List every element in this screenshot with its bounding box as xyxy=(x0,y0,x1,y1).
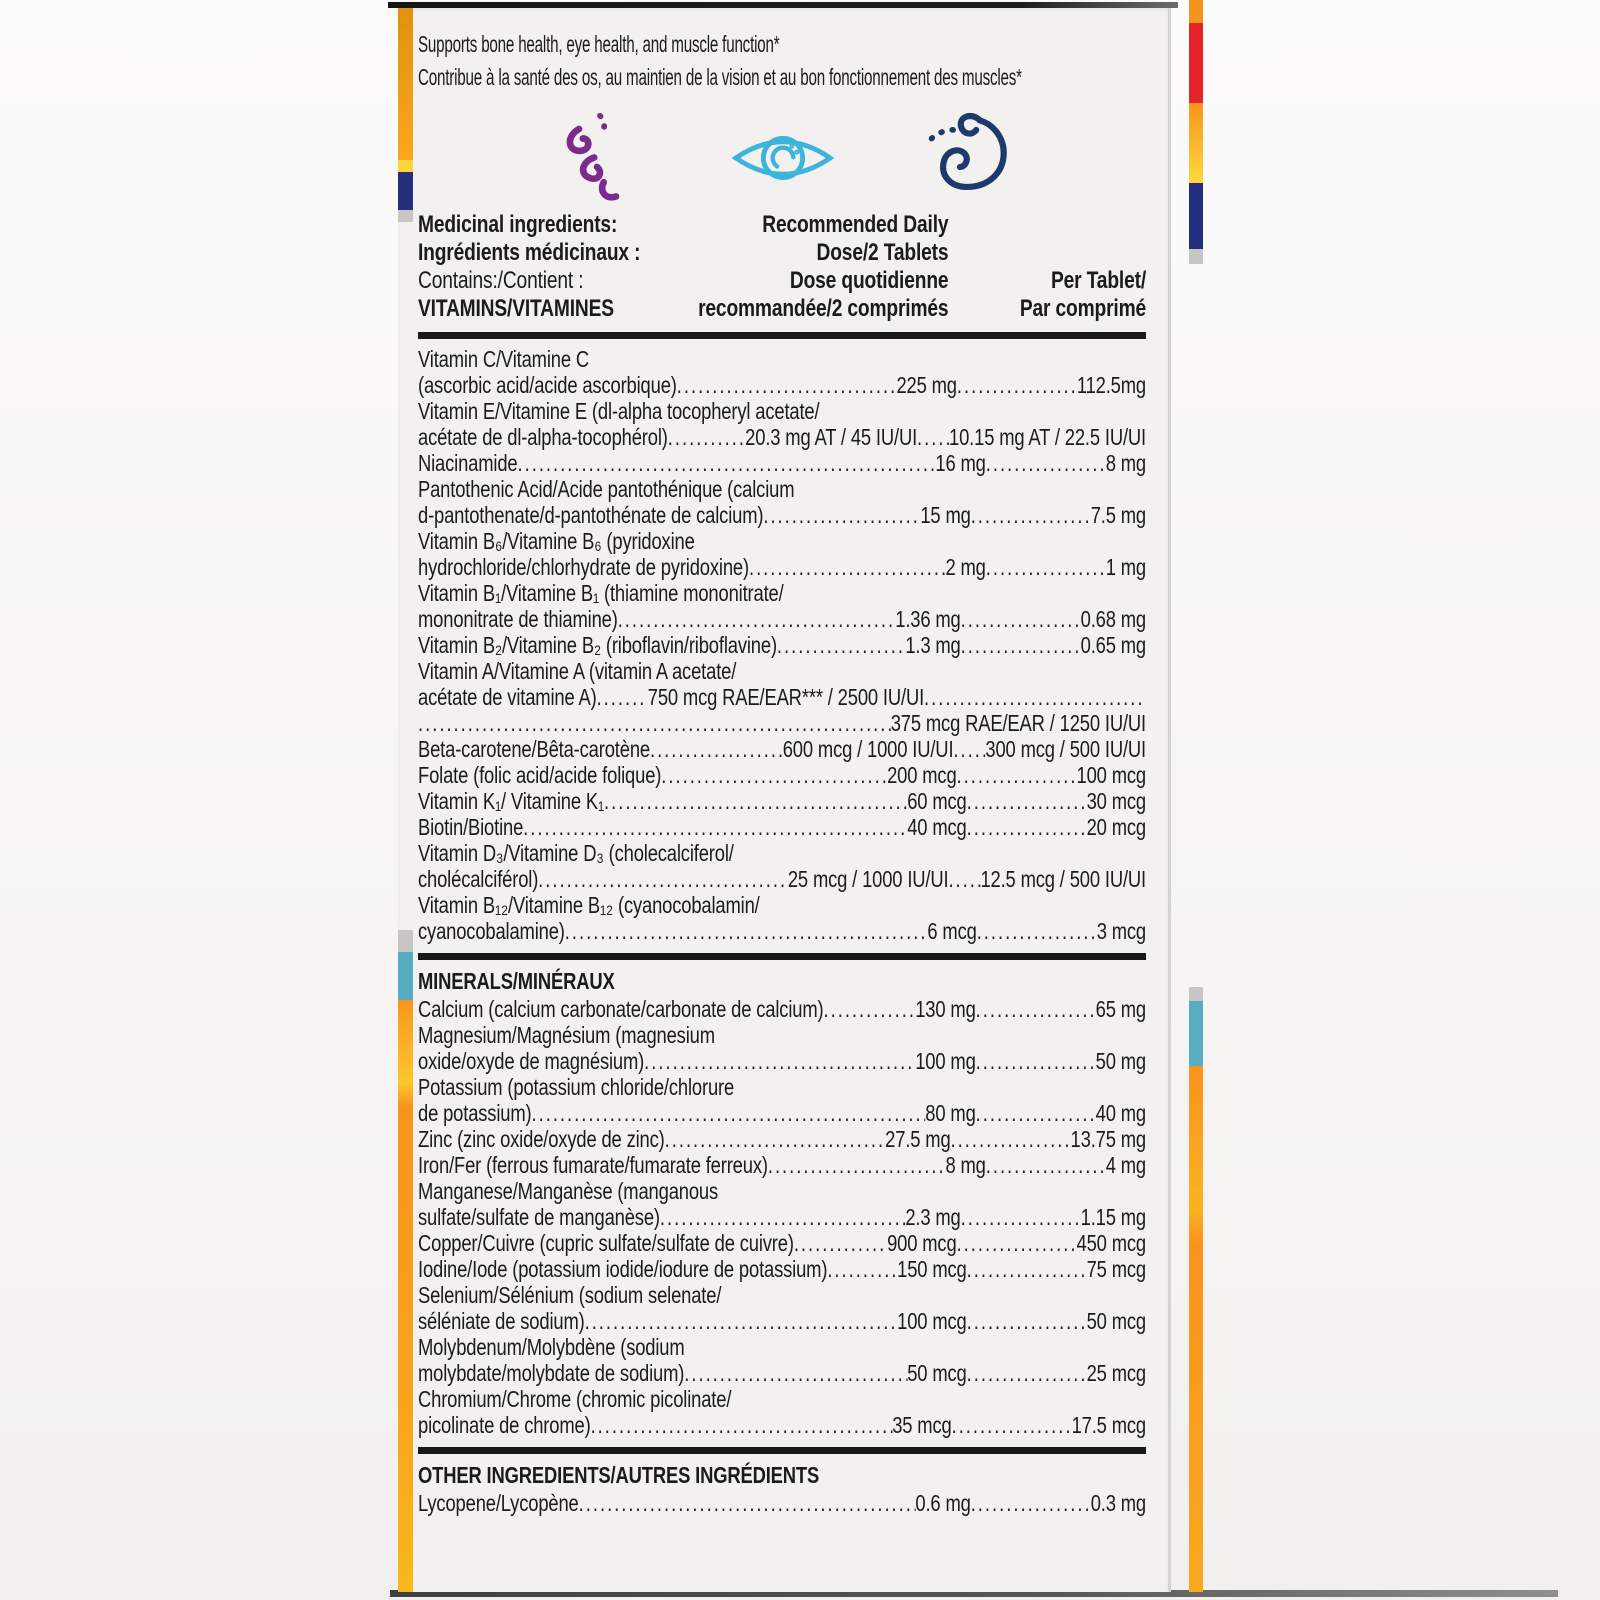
eye-icon xyxy=(729,122,837,194)
ingredient-row xyxy=(418,814,1146,840)
header-per-tablet-line1: Per Tablet/ xyxy=(1051,267,1146,294)
dot-leader xyxy=(597,684,648,710)
per-tablet-value: 112.5mg xyxy=(1076,372,1146,398)
ingredient-value-line xyxy=(418,1204,1146,1230)
dot-leader xyxy=(948,866,980,892)
ingredient-name-continued: Biotin/Biotine xyxy=(418,814,524,840)
ingredient-name-continued: Vitamin K₁/ Vitamine K₁ xyxy=(418,788,605,814)
dot-leader xyxy=(976,1048,1096,1074)
dot-leader xyxy=(952,1412,1072,1438)
header-daily-dose-column xyxy=(694,211,948,323)
ingredient-name: Vitamin B₆/Vitamine B₆ (pyridoxine xyxy=(418,528,695,554)
daily-dose-value: 15 mg xyxy=(920,502,971,528)
ingredient-name-continued: Iron/Fer (ferrous fumarate/fumarate ferreux) xyxy=(418,1152,768,1178)
daily-dose-value: 6 mcg xyxy=(927,918,977,944)
dot-leader xyxy=(951,1126,1071,1152)
dot-leader xyxy=(957,1230,1077,1256)
daily-dose-value: 150 mcg xyxy=(897,1256,967,1282)
packaging-stripe-right xyxy=(1189,0,1203,1592)
dot-leader xyxy=(971,502,1091,528)
ingredient-row xyxy=(418,736,1146,762)
per-tablet-value: 8 mg xyxy=(1105,450,1146,476)
dot-leader xyxy=(986,450,1106,476)
daily-dose-value: 750 mcg RAE/EAR*** / 2500 IU/UI xyxy=(647,684,925,710)
dot-leader xyxy=(531,1100,925,1126)
header-ingredients-column xyxy=(418,211,694,323)
daily-dose-value: 80 mg xyxy=(925,1100,976,1126)
ingredient-name-continued: Zinc (zinc oxide/oxyde de zinc) xyxy=(418,1126,665,1152)
per-tablet-value: 20 mcg xyxy=(1086,814,1146,840)
per-tablet-value: 100 mcg xyxy=(1076,762,1146,788)
daily-dose-value: 130 mg xyxy=(915,996,976,1022)
dot-leader xyxy=(763,502,920,528)
dot-leader xyxy=(977,918,1097,944)
stripe-color-segment xyxy=(1189,1001,1203,1066)
minerals-section-title: MINERALS/MINÉRAUX xyxy=(418,968,615,994)
ingredient-name-continued: molybdate/molybdate de sodium) xyxy=(418,1360,685,1386)
ingredient-name: Pantothenic Acid/Acide pantothénique (calcium xyxy=(418,476,795,502)
other-ingredients-section xyxy=(418,1490,1146,1516)
ingredient-row xyxy=(418,1178,1146,1230)
dot-leader xyxy=(418,710,891,736)
ingredient-name-continued: acétate de dl-alpha-tocophérol) xyxy=(418,424,668,450)
daily-dose-value: 600 mcg / 1000 IU/UI xyxy=(782,736,954,762)
ingredient-row xyxy=(418,1230,1146,1256)
header-medicinal-fr: Ingrédients médicinaux : xyxy=(418,239,641,266)
dot-leader xyxy=(665,1126,886,1152)
dot-leader xyxy=(957,762,1077,788)
ingredient-row xyxy=(418,450,1146,476)
ingredient-row xyxy=(418,580,1146,632)
ingredient-name: Vitamin B₁₂/Vitamine B₁₂ (cyanocobalamin/ xyxy=(418,892,760,918)
dot-leader xyxy=(967,1308,1087,1334)
daily-dose-value: 40 mcg xyxy=(907,814,967,840)
daily-dose-value: 16 mg xyxy=(935,450,986,476)
dot-leader xyxy=(794,1230,887,1256)
header-vitamins-title: VITAMINS/VITAMINES xyxy=(418,295,614,322)
dot-leader xyxy=(953,736,985,762)
dot-leader xyxy=(957,372,1077,398)
stripe-color-segment xyxy=(398,160,413,172)
per-tablet-value: 17.5 mcg xyxy=(1071,1412,1146,1438)
per-tablet-value: 12.5 mcg / 500 IU/UI xyxy=(980,866,1146,892)
ingredient-name-continued: Copper/Cuivre (cupric sulfate/sulfate de cuivre) xyxy=(418,1230,794,1256)
ingredient-value-line xyxy=(418,762,1146,788)
ingredient-name: Vitamin B₁/Vitamine B₁ (thiamine mononitrate/ xyxy=(418,580,784,606)
ingredient-row xyxy=(418,892,1146,944)
ingredient-name-continued: Niacinamide xyxy=(418,450,518,476)
ingredient-value-line xyxy=(418,1256,1146,1282)
ingredient-name-continued: cyanocobalamine) xyxy=(418,918,565,944)
dot-leader xyxy=(976,996,1096,1022)
ingredient-value-line xyxy=(418,554,1146,580)
header-dose-line3: Dose quotidienne xyxy=(789,267,949,294)
header-per-tablet-line2: Par comprimé xyxy=(1019,295,1146,322)
stripe-color-segment xyxy=(1189,183,1203,249)
per-tablet-value: 0.68 mg xyxy=(1080,606,1146,632)
daily-dose-value: 35 mcg xyxy=(892,1412,952,1438)
stripe-color-segment xyxy=(398,210,413,222)
ingredient-row xyxy=(418,1022,1146,1074)
minerals-section xyxy=(418,996,1146,1438)
per-tablet-value: 7.5 mg xyxy=(1090,502,1146,528)
ingredient-name-continued: séléniate de sodium) xyxy=(418,1308,585,1334)
stripe-color-segment xyxy=(398,930,413,952)
ingredient-row xyxy=(418,840,1146,892)
per-tablet-value: 75 mcg xyxy=(1086,1256,1146,1282)
stripe-color-segment xyxy=(1189,987,1203,1001)
ingredient-value-line xyxy=(418,632,1146,658)
ingredient-name: Vitamin C/Vitamine C xyxy=(418,346,589,372)
ingredient-row xyxy=(418,762,1146,788)
dot-leader xyxy=(823,996,915,1022)
dot-leader xyxy=(668,424,745,450)
per-tablet-value: 50 mg xyxy=(1095,1048,1146,1074)
per-tablet-value: 1.15 mg xyxy=(1080,1204,1146,1230)
stripe-color-segment xyxy=(1189,103,1203,183)
dot-leader xyxy=(538,866,788,892)
per-tablet-value: 1 mg xyxy=(1105,554,1146,580)
ingredient-row xyxy=(418,398,1146,450)
claim-text-fr: Contribue à la santé des os, au maintien de la vision et au bon fonctionnement des muscles* xyxy=(418,64,1022,90)
daily-dose-value: 100 mg xyxy=(915,1048,976,1074)
dot-leader xyxy=(604,788,907,814)
ingredient-name: Potassium (potassium chloride/chlorure xyxy=(418,1074,735,1100)
ingredient-row xyxy=(418,1074,1146,1126)
header-dose-line1: Recommended Daily xyxy=(762,211,949,238)
vitamins-section xyxy=(418,346,1146,944)
ingredient-name: Vitamin E/Vitamine E (dl-alpha tocopheryl acetate/ xyxy=(418,398,820,424)
per-tablet-value: 4 mg xyxy=(1105,1152,1146,1178)
ingredient-row xyxy=(418,996,1146,1022)
dot-leader xyxy=(644,1048,915,1074)
dot-leader xyxy=(986,1152,1106,1178)
ingredient-row xyxy=(418,1126,1146,1152)
per-tablet-value: 30 mcg xyxy=(1086,788,1146,814)
section-divider xyxy=(418,332,1146,339)
ingredient-row xyxy=(418,346,1146,398)
daily-dose-value: 25 mcg / 1000 IU/UI xyxy=(787,866,949,892)
per-tablet-value: 0.3 mg xyxy=(1090,1490,1146,1516)
ingredient-value-line xyxy=(418,1412,1146,1438)
ingredient-value-line xyxy=(418,1230,1146,1256)
ingredient-name: Magnesium/Magnésium (magnesium xyxy=(418,1022,715,1048)
section-divider xyxy=(418,1447,1146,1454)
dot-leader xyxy=(917,424,949,450)
dot-leader xyxy=(661,762,887,788)
ingredient-value-line xyxy=(418,684,1146,710)
bone-joint-icon xyxy=(550,110,646,205)
ingredient-value-line xyxy=(418,1360,1146,1386)
per-tablet-value: 3 mcg xyxy=(1096,918,1146,944)
ingredient-value-line xyxy=(418,1126,1146,1152)
daily-dose-value: 2.3 mg xyxy=(905,1204,961,1230)
ingredient-value-line xyxy=(418,1100,1146,1126)
daily-dose-value: 20.3 mg AT / 45 IU/UI xyxy=(745,424,918,450)
ingredient-name-continued: Calcium (calcium carbonate/carbonate de calcium) xyxy=(418,996,824,1022)
per-tablet-value: 300 mcg / 500 IU/UI xyxy=(985,736,1146,762)
ingredient-value-line xyxy=(418,996,1146,1022)
ingredient-row xyxy=(418,528,1146,580)
ingredient-name: Chromium/Chrome (chromic picolinate/ xyxy=(418,1386,732,1412)
per-tablet-value: 25 mcg xyxy=(1086,1360,1146,1386)
ingredient-name-continued: Lycopene/Lycopène xyxy=(418,1490,579,1516)
daily-dose-value: 0.6 mg xyxy=(915,1490,971,1516)
dot-leader xyxy=(677,372,897,398)
ingredient-value-line xyxy=(418,866,1146,892)
ingredient-name: Selenium/Sélénium (sodium selenate/ xyxy=(418,1282,722,1308)
ingredient-name-continued: mononitrate de thiamine) xyxy=(418,606,618,632)
ingredient-overflow-line xyxy=(418,710,1146,736)
ingredient-name-continued: hydrochloride/chlorhydrate de pyridoxine) xyxy=(418,554,749,580)
supplement-facts-table xyxy=(418,211,1146,1516)
stripe-color-segment xyxy=(398,8,413,160)
dot-leader xyxy=(684,1360,907,1386)
per-tablet-value: 10.15 mg AT / 22.5 IU/UI xyxy=(949,424,1146,450)
daily-dose-value: 200 mcg xyxy=(887,762,957,788)
ingredient-row xyxy=(418,1334,1146,1386)
dot-leader xyxy=(961,606,1081,632)
ingredient-value-line xyxy=(418,606,1146,632)
stripe-color-segment xyxy=(398,952,413,1000)
dot-leader xyxy=(585,1308,898,1334)
ingredient-name-continued: de potassium) xyxy=(418,1100,532,1126)
stripe-color-segment xyxy=(1189,1066,1203,1592)
per-tablet-value: 375 mcg RAE/EAR / 1250 IU/UI xyxy=(890,710,1146,736)
ingredient-value-line xyxy=(418,918,1146,944)
daily-dose-value: 60 mcg xyxy=(907,788,967,814)
ingredient-name-continued: picolinate de chrome) xyxy=(418,1412,591,1438)
dot-leader xyxy=(517,450,935,476)
dot-leader xyxy=(523,814,907,840)
ingredient-value-line xyxy=(418,502,1146,528)
ingredient-row xyxy=(418,476,1146,528)
ingredient-row xyxy=(418,658,1146,736)
stripe-color-segment xyxy=(398,172,413,210)
per-tablet-value: 13.75 mg xyxy=(1070,1126,1146,1152)
daily-dose-value: 900 mcg xyxy=(887,1230,957,1256)
ingredient-name-continued: acétate de vitamine A) xyxy=(418,684,597,710)
ingredient-value-line xyxy=(418,1152,1146,1178)
claim-text-en: Supports bone health, eye health, and muscle function* xyxy=(418,31,780,57)
dot-leader xyxy=(749,554,945,580)
other-ingredients-title: OTHER INGREDIENTS/AUTRES INGRÉDIENTS xyxy=(418,1462,820,1488)
per-tablet-value: 40 mg xyxy=(1095,1100,1146,1126)
ingredient-row xyxy=(418,1386,1146,1438)
dot-leader xyxy=(579,1490,916,1516)
ingredient-value-line xyxy=(418,788,1146,814)
ingredient-name-continued: Beta-carotene/Bêta-carotène xyxy=(418,736,650,762)
dot-leader xyxy=(660,1204,905,1230)
ingredient-value-line xyxy=(418,1490,1146,1516)
ingredient-name-continued: cholécalciférol) xyxy=(418,866,539,892)
dot-leader xyxy=(924,684,1146,710)
dot-leader xyxy=(967,788,1087,814)
stripe-color-segment xyxy=(1189,23,1203,103)
ingredient-row xyxy=(418,1282,1146,1334)
section-divider xyxy=(418,953,1146,960)
dot-leader xyxy=(777,632,905,658)
ingredient-name-continued: Folate (folic acid/acide folique) xyxy=(418,762,662,788)
daily-dose-value: 50 mcg xyxy=(907,1360,967,1386)
ingredient-value-line xyxy=(418,814,1146,840)
daily-dose-value: 225 mg xyxy=(896,372,957,398)
daily-dose-value: 100 mcg xyxy=(897,1308,967,1334)
dot-leader xyxy=(971,1490,1091,1516)
stripe-color-segment xyxy=(1189,0,1203,23)
dot-leader xyxy=(565,918,928,944)
benefit-icons-row xyxy=(550,110,1020,205)
header-contains: Contains:/Contient : xyxy=(418,267,584,294)
header-per-tablet-column xyxy=(948,267,1146,323)
dot-leader xyxy=(650,736,783,762)
dot-leader xyxy=(961,1204,1081,1230)
ingredient-name: Vitamin A/Vitamine A (vitamin A acetate/ xyxy=(418,658,737,684)
ingredient-row xyxy=(418,632,1146,658)
ingredient-value-line xyxy=(418,372,1146,398)
stripe-color-segment xyxy=(398,1000,413,1592)
ingredient-row xyxy=(418,788,1146,814)
ingredient-name: Manganese/Manganèse (manganous xyxy=(418,1178,719,1204)
ingredient-name-continued: oxide/oxyde de magnésium) xyxy=(418,1048,645,1074)
packaging-stripe-left xyxy=(398,8,413,1592)
stripe-color-segment xyxy=(1189,249,1203,264)
ingredient-name: Molybdenum/Molybdène (sodium xyxy=(418,1334,685,1360)
dot-leader xyxy=(768,1152,946,1178)
dot-leader xyxy=(591,1412,893,1438)
per-tablet-value: 450 mcg xyxy=(1076,1230,1146,1256)
ingredient-row xyxy=(418,1256,1146,1282)
ingredient-name-continued: sulfate/sulfate de manganèse) xyxy=(418,1204,660,1230)
dot-leader xyxy=(976,1100,1096,1126)
ingredient-row xyxy=(418,1490,1146,1516)
ingredient-value-line xyxy=(418,1048,1146,1074)
label-panel xyxy=(398,8,1171,1592)
table-header xyxy=(418,211,1146,323)
ingredient-name-continued: Iodine/Iode (potassium iodide/iodure de potassium) xyxy=(418,1256,828,1282)
header-medicinal-en: Medicinal ingredients: xyxy=(418,211,618,238)
header-dose-line2: Dose/2 Tablets xyxy=(816,239,949,266)
per-tablet-value: 65 mg xyxy=(1095,996,1146,1022)
ingredient-value-line xyxy=(418,736,1146,762)
daily-dose-value: 2 mg xyxy=(945,554,986,580)
daily-dose-value: 27.5 mg xyxy=(885,1126,951,1152)
dot-leader xyxy=(618,606,896,632)
ingredient-row xyxy=(418,1152,1146,1178)
ingredient-value-line xyxy=(418,424,1146,450)
dot-leader xyxy=(961,632,1081,658)
dot-leader xyxy=(827,1256,897,1282)
dot-leader xyxy=(967,814,1087,840)
claims-block xyxy=(418,28,1144,94)
ingredient-value-line xyxy=(418,1308,1146,1334)
header-dose-line4: recommandée/2 comprimés xyxy=(698,295,949,322)
daily-dose-value: 1.3 mg xyxy=(905,632,961,658)
dot-leader xyxy=(986,554,1106,580)
per-tablet-value: 50 mcg xyxy=(1086,1308,1146,1334)
per-tablet-value: 0.65 mg xyxy=(1080,632,1146,658)
ingredient-name-continued: d-pantothenate/d-pantothénate de calcium) xyxy=(418,502,764,528)
daily-dose-value: 8 mg xyxy=(945,1152,986,1178)
muscle-arm-icon xyxy=(920,110,1020,205)
ingredient-name-continued: Vitamin B₂/Vitamine B₂ (riboflavin/riboflavine) xyxy=(418,632,777,658)
dot-leader xyxy=(967,1256,1087,1282)
ingredient-name-continued: (ascorbic acid/acide ascorbique) xyxy=(418,372,677,398)
daily-dose-value: 1.36 mg xyxy=(895,606,961,632)
ingredient-name: Vitamin D₃/Vitamine D₃ (cholecalciferol/ xyxy=(418,840,734,866)
ingredient-value-line xyxy=(418,450,1146,476)
dot-leader xyxy=(967,1360,1087,1386)
